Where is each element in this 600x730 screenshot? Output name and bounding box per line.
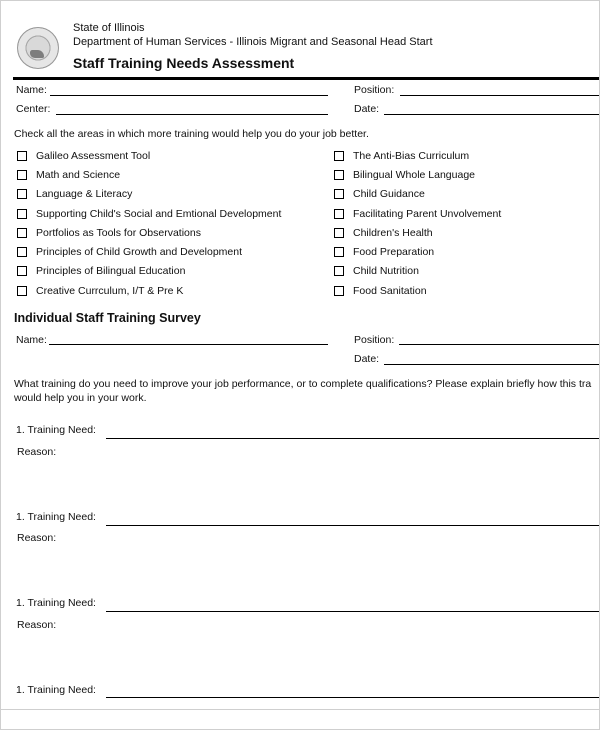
checklist-item-label: Principles of Bilingual Education xyxy=(36,265,186,277)
center-label: Center: xyxy=(16,103,51,115)
checkbox[interactable] xyxy=(334,151,344,161)
checklist-item-label: Creative Currculum, I/T & Pre K xyxy=(36,285,184,297)
checklist-item[interactable] xyxy=(334,188,425,200)
checklist-item-label: Language & Literacy xyxy=(36,188,133,200)
reason-field[interactable] xyxy=(17,459,597,504)
survey-title: Individual Staff Training Survey xyxy=(14,311,201,325)
checklist-item[interactable] xyxy=(17,265,185,277)
position-field[interactable] xyxy=(400,95,600,96)
checklist-item[interactable] xyxy=(334,208,501,220)
checklist-item[interactable] xyxy=(17,208,281,220)
checklist-item-label: The Anti-Bias Curriculum xyxy=(353,150,470,162)
survey-position-label: Position: xyxy=(354,334,395,346)
checkbox[interactable] xyxy=(17,189,27,199)
checklist-item[interactable] xyxy=(17,188,132,200)
checklist-item-label: Galileo Assessment Tool xyxy=(36,150,151,162)
checkbox[interactable] xyxy=(17,209,27,219)
training-need-field[interactable] xyxy=(106,697,600,698)
checklist-item[interactable] xyxy=(334,246,434,258)
state-seal-icon xyxy=(17,27,59,69)
page-bottom-divider xyxy=(1,709,600,710)
checklist-item-label: Facilitating Parent Unvolvement xyxy=(353,208,502,220)
state-name: State of Illinois xyxy=(73,22,145,34)
checkbox[interactable] xyxy=(334,209,344,219)
checkbox[interactable] xyxy=(334,266,344,276)
name-label: Name: xyxy=(16,84,47,96)
survey-date-label: Date: xyxy=(354,353,380,365)
checklist-item[interactable] xyxy=(334,150,469,162)
checkbox[interactable] xyxy=(334,286,344,296)
reason-label: Reason: xyxy=(17,446,57,458)
checklist-item[interactable] xyxy=(334,285,427,297)
checklist-item[interactable] xyxy=(17,150,150,162)
checklist-item-label: Children's Health xyxy=(353,227,433,239)
checklist-item-label: Supporting Child's Social and Emtional Development xyxy=(36,208,282,220)
checkbox[interactable] xyxy=(17,228,27,238)
checkbox[interactable] xyxy=(17,286,27,296)
survey-position-field[interactable] xyxy=(399,344,600,345)
checklist-item[interactable] xyxy=(17,227,201,239)
survey-name-label: Name: xyxy=(16,334,47,346)
checkbox[interactable] xyxy=(334,228,344,238)
checkbox[interactable] xyxy=(17,170,27,180)
checklist-item[interactable] xyxy=(17,169,120,181)
name-field[interactable] xyxy=(50,95,328,96)
checklist-item[interactable] xyxy=(334,169,475,181)
checklist-item[interactable] xyxy=(17,246,242,258)
reason-label: Reason: xyxy=(17,619,57,631)
checkbox[interactable] xyxy=(17,151,27,161)
checklist-item-label: Principles of Child Growth and Development xyxy=(36,246,243,258)
training-need-field[interactable] xyxy=(106,438,600,439)
training-need-label: 1. Training Need: xyxy=(16,424,96,436)
checklist-item-label: Bilingual Whole Language xyxy=(353,169,476,181)
survey-date-field[interactable] xyxy=(384,364,600,365)
reason-field[interactable] xyxy=(17,632,597,677)
checklist-item-label: Child Guidance xyxy=(353,188,425,200)
checkbox[interactable] xyxy=(17,247,27,257)
checklist-instructions: Check all the areas in which more training would help you do your job better. xyxy=(14,128,369,140)
survey-question-line1: What training do you need to improve your job performance, or to complete qualifications? Please explain briefly how this tra xyxy=(14,378,592,390)
reason-label: Reason: xyxy=(17,532,57,544)
checklist-item-label: Food Sanitation xyxy=(353,285,427,297)
survey-question-line2: would help you in your work. xyxy=(14,392,147,404)
training-need-label: 1. Training Need: xyxy=(16,684,96,696)
checklist-item-label: Portfolios as Tools for Observations xyxy=(36,227,201,239)
training-need-label: 1. Training Need: xyxy=(16,511,96,523)
department-name: Department of Human Services - Illinois Migrant and Seasonal Head Start xyxy=(73,36,433,48)
page-title: Staff Training Needs Assessment xyxy=(73,55,295,71)
date-label: Date: xyxy=(354,103,380,115)
checkbox[interactable] xyxy=(334,247,344,257)
training-need-label: 1. Training Need: xyxy=(16,597,96,609)
date-field[interactable] xyxy=(384,114,600,115)
survey-name-field[interactable] xyxy=(49,344,328,345)
checklist-item-label: Food Preparation xyxy=(353,246,435,258)
checklist-item-label: Math and Science xyxy=(36,169,121,181)
checkbox[interactable] xyxy=(334,189,344,199)
checklist-item[interactable] xyxy=(334,227,433,239)
reason-field[interactable] xyxy=(17,545,597,590)
header-divider xyxy=(13,77,600,80)
center-field[interactable] xyxy=(56,114,328,115)
checklist-item-label: Child Nutrition xyxy=(353,265,419,277)
position-label: Position: xyxy=(354,84,395,96)
checkbox[interactable] xyxy=(17,266,27,276)
checkbox[interactable] xyxy=(334,170,344,180)
training-need-field[interactable] xyxy=(106,525,600,526)
training-need-field[interactable] xyxy=(106,611,600,612)
checklist-item[interactable] xyxy=(17,285,183,297)
checklist-item[interactable] xyxy=(334,265,419,277)
